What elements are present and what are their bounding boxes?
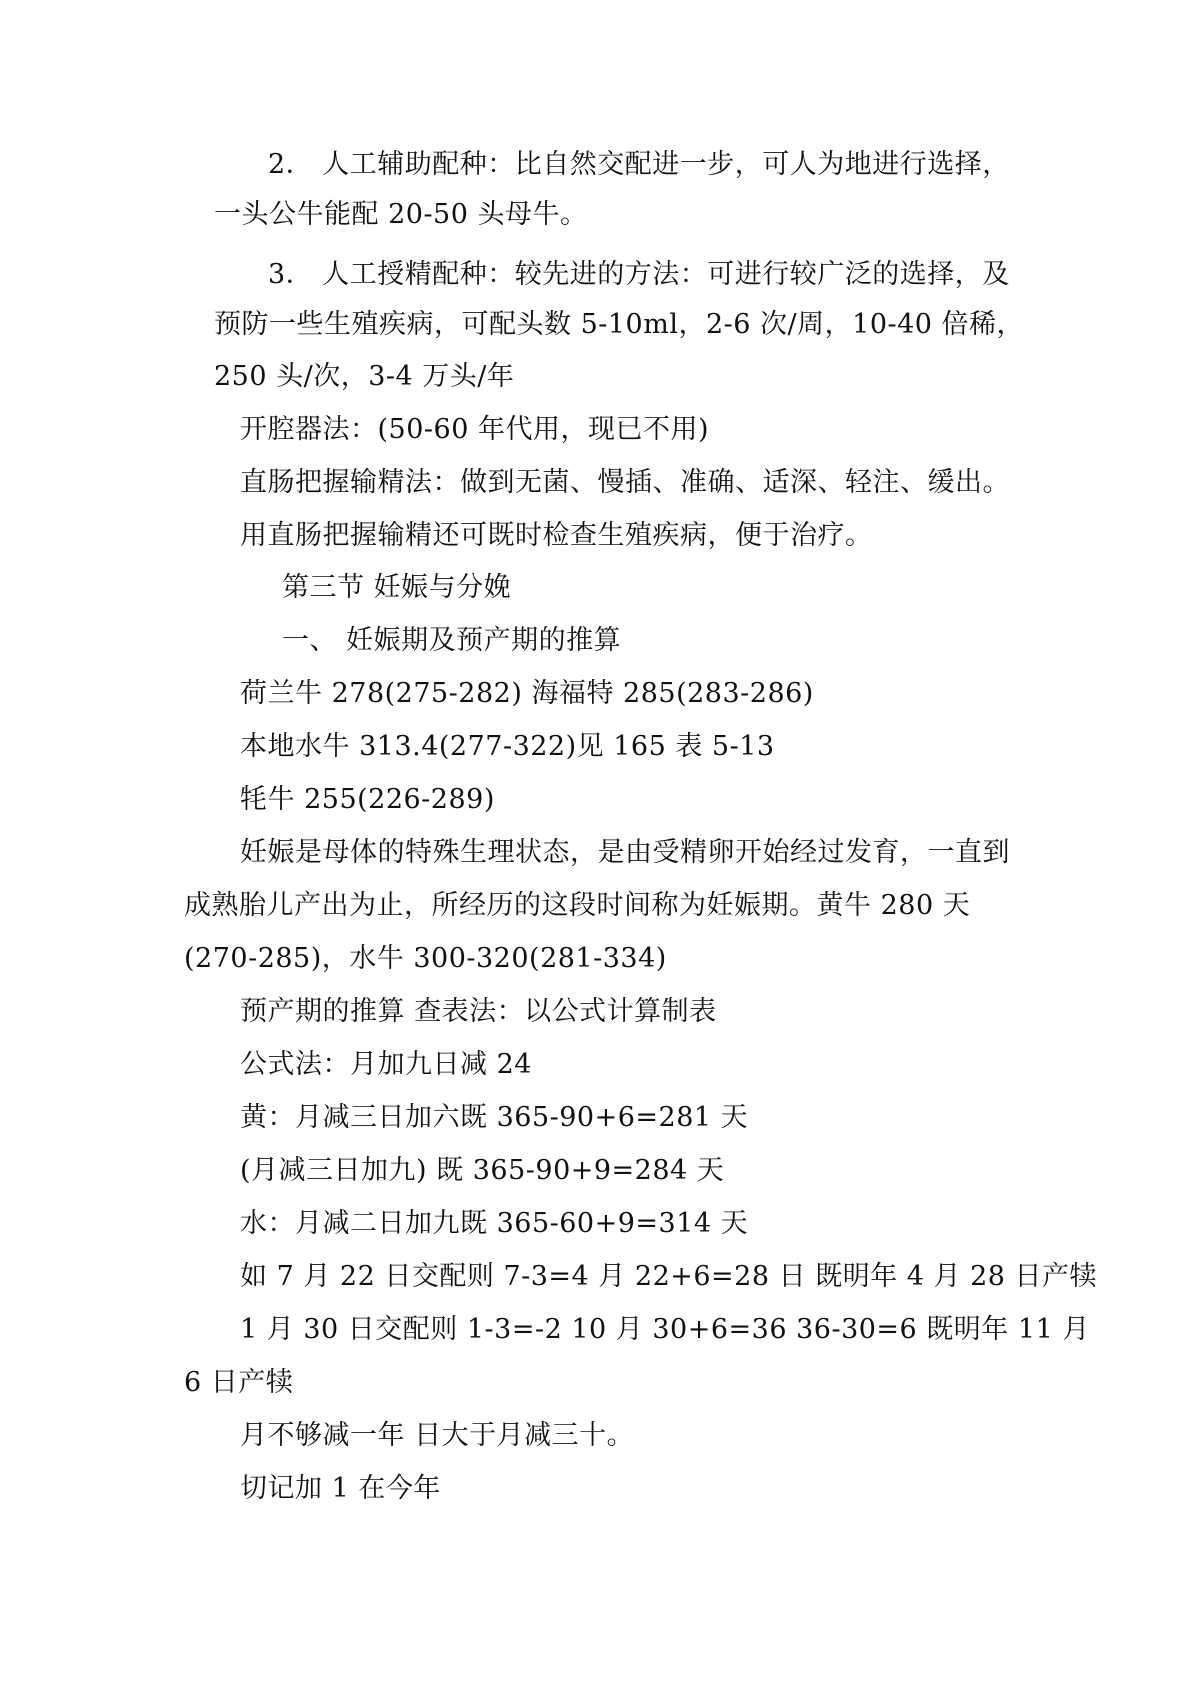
text-line: 水：月减二日加九既 365-60+9=314 天: [240, 1208, 749, 1239]
text-line: 切记加 1 在今年: [240, 1473, 441, 1504]
text-line: (月减三日加九) 既 365-90+9=284 天: [240, 1155, 725, 1186]
text-line: 用直肠把握输精还可既时检查生殖疾病，便于治疗。: [240, 520, 873, 551]
text-line: 250 头/次，3-4 万头/年: [214, 361, 515, 392]
text-line: 预防一些生殖疾病，可配头数 5-10ml，2-6 次/周，10-40 倍稀，: [214, 309, 1025, 340]
text-line: 妊娠是母体的特殊生理状态，是由受精卵开始经过发育，一直到: [240, 837, 1010, 868]
text-line: 1 月 30 日交配则 1-3=-2 10 月 30+6=36 36-30=6 既明年 11 月: [240, 1314, 1090, 1345]
subsection-heading: 一、 妊娠期及预产期的推算: [282, 625, 622, 656]
text-line: 荷兰牛 278(275-282) 海福特 285(283-286): [240, 678, 814, 709]
text-line: 本地水牛 313.4(277-322)见 165 表 5-13: [240, 731, 775, 762]
text-line: 开腔器法：(50-60 年代用，现已不用): [240, 414, 709, 445]
text-line: 如 7 月 22 日交配则 7-3=4 月 22+6=28 日 既明年 4 月 28 日产犊: [240, 1261, 1098, 1292]
text-line: 牦牛 255(226-289): [240, 784, 495, 815]
text-line: 预产期的推算 查表法：以公式计算制表: [240, 996, 717, 1027]
section-heading: 第三节 妊娠与分娩: [282, 572, 512, 603]
text-line: 公式法：月加九日减 24: [240, 1049, 532, 1080]
text-line: 成熟胎儿产出为止，所经历的这段时间称为妊娠期。黄牛 280 天: [184, 890, 971, 921]
text-line: 2． 人工辅助配种：比自然交配进一步，可人为地进行选择，: [268, 149, 1010, 180]
text-line: 月不够减一年 日大于月减三十。: [240, 1420, 635, 1451]
text-line: 一头公牛能配 20-50 头母牛。: [214, 199, 588, 230]
text-line: 3． 人工授精配种：较先进的方法：可进行较广泛的选择，及: [268, 259, 1010, 290]
text-line: (270-285)，水牛 300-320(281-334): [184, 943, 667, 974]
text-line: 黄：月减三日加六既 365-90+6=281 天: [240, 1102, 749, 1133]
text-line: 直肠把握输精法：做到无菌、慢插、准确、适深、轻注、缓出。: [240, 467, 1010, 498]
text-line: 6 日产犊: [184, 1367, 294, 1398]
